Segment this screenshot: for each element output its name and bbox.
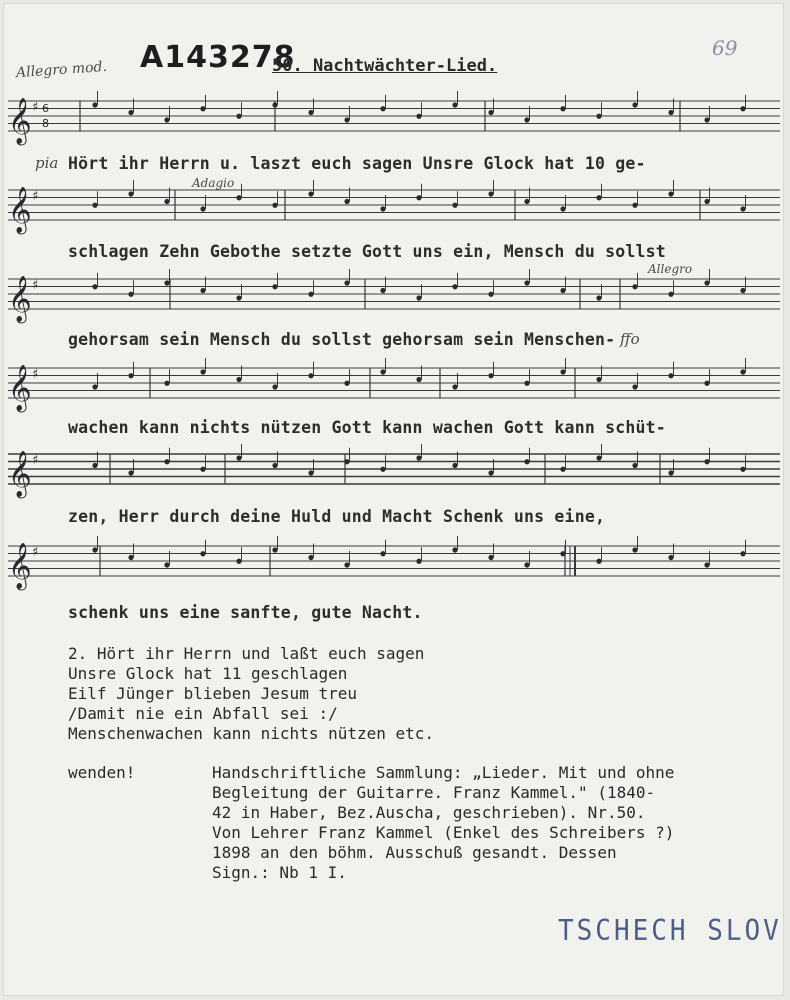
note-head [740,288,745,293]
verse-line: Menschenwachen kann nichts nützen etc. [68,724,435,743]
note-head [632,102,637,107]
note-head [416,114,421,119]
page-number: 69 [712,36,738,60]
note-head [560,467,565,472]
note-head [668,470,673,475]
note-head [704,562,709,567]
note-head [596,295,601,300]
note-head [740,467,745,472]
note-head [704,381,709,386]
note-head [416,559,421,564]
note-head [236,295,241,300]
note-head [200,551,205,556]
note-head [668,555,673,560]
note-head [380,288,385,293]
note-head [164,381,169,386]
note-head [704,459,709,464]
note-head [596,114,601,119]
note-head [236,377,241,382]
note-head [668,191,673,196]
inventory-number: A143278 [140,40,296,75]
note-head [740,206,745,211]
verse-2 [68,644,434,744]
note-head [416,377,421,382]
note-head [344,562,349,567]
note-head [452,203,457,208]
note-head [668,292,673,297]
note-head [416,455,421,460]
note-head [236,195,241,200]
note-head [380,206,385,211]
note-head [524,199,529,204]
source-line: Handschriftliche Sammlung: „Lieder. Mit und ohne [212,763,675,782]
note-head [380,467,385,472]
note-head [632,463,637,468]
piano-marking: pia [35,154,59,172]
source-note [212,763,674,883]
note-head [416,195,421,200]
allegro-marking: Allegro [648,262,693,276]
note-head [164,199,169,204]
note-head [596,195,601,200]
source-line: 1898 an den böhm. Ausschuß gesandt. Dessen [212,843,617,862]
note-head [380,369,385,374]
note-head [128,470,133,475]
note-head [488,191,493,196]
sharp-icon: ♯ [32,278,39,293]
note-head [200,106,205,111]
note-head [200,206,205,211]
note-head [164,280,169,285]
note-head [92,547,97,552]
note-head [272,384,277,389]
note-head [308,110,313,115]
sharp-icon: ♯ [32,545,39,560]
note-head [668,373,673,378]
note-head [488,373,493,378]
note-head [128,555,133,560]
sharp-icon: ♯ [32,453,39,468]
note-head [164,459,169,464]
verse-line: Unsre Glock hat 11 geschlagen [68,664,348,683]
note-head [344,381,349,386]
treble-clef-icon: 𝄞 [8,98,32,144]
note-head [236,455,241,460]
note-head [560,288,565,293]
note-head [380,551,385,556]
note-head [632,284,637,289]
adagio-marking: Adagio [192,176,235,190]
note-head [452,284,457,289]
source-line: Sign.: Nb 1 I. [212,863,347,882]
note-head [128,292,133,297]
note-head [596,455,601,460]
note-head [488,555,493,560]
note-head [452,463,457,468]
note-head [560,551,565,556]
turn-label: wenden! [68,763,136,782]
note-head [92,384,97,389]
verse-line: 2. Hört ihr Herrn und laßt euch sagen [68,644,425,663]
note-head [128,373,133,378]
sharp-icon: ♯ [32,189,39,204]
lyric-line-6: schenk uns eine sanfte, gute Nacht. [68,603,423,622]
note-head [560,206,565,211]
note-head [272,463,277,468]
note-head [488,292,493,297]
note-head [524,381,529,386]
note-head [704,117,709,122]
note-head [416,295,421,300]
archive-stamp: TSCHECH SLOV [558,914,782,948]
note-head [200,369,205,374]
note-head [632,547,637,552]
note-head [488,470,493,475]
note-head [524,117,529,122]
note-head [200,288,205,293]
note-head [524,459,529,464]
verse-line: /Damit nie ein Abfall sei :/ [68,704,338,723]
treble-clef-icon: 𝄞 [8,451,32,497]
lyric-line-3: gehorsam sein Mensch du sollst gehorsam sein Menschen- [68,330,616,349]
note-head [272,203,277,208]
note-head [344,117,349,122]
note-head [236,114,241,119]
note-head [164,562,169,567]
note-head [740,551,745,556]
treble-clef-icon: 𝄞 [8,365,32,411]
lyric-line-1: Hört ihr Herrn u. laszt euch sagen Unsre Glock hat 10 ge- [68,154,646,173]
note-head [236,559,241,564]
note-head [344,199,349,204]
source-line: 42 in Haber, Bez.Auscha, geschrieben). Nr.50. [212,803,646,822]
note-head [272,547,277,552]
note-head [344,459,349,464]
note-head [560,369,565,374]
fortissimo-marking: ffo [620,330,640,348]
treble-clef-icon: 𝄞 [8,543,32,589]
note-head [452,384,457,389]
note-head [308,292,313,297]
song-title: 50. Nachtwächter-Lied. [272,56,498,76]
treble-clef-icon: 𝄞 [8,276,32,322]
note-head [272,102,277,107]
note-head [164,117,169,122]
note-head [596,559,601,564]
note-head [308,470,313,475]
note-head [272,284,277,289]
note-head [92,203,97,208]
note-head [92,463,97,468]
lyric-line-2: schlagen Zehn Gebothe setzte Gott uns ein, Mensch du sollst [68,242,666,261]
note-head [452,547,457,552]
sharp-icon: ♯ [32,367,39,382]
note-head [92,284,97,289]
note-head [380,106,385,111]
source-line: Begleitung der Guitarre. Franz Kammel." (1840- [212,783,656,802]
note-head [488,110,493,115]
note-head [308,373,313,378]
note-head [632,203,637,208]
tempo-marking: Allegro mod. [15,58,108,82]
note-head [596,377,601,382]
verse-line: Eilf Jünger blieben Jesum treu [68,684,357,703]
note-head [524,562,529,567]
note-head [92,102,97,107]
note-head [740,369,745,374]
source-line: Von Lehrer Franz Kammel (Enkel des Schreibers ?) [212,823,675,842]
note-head [704,199,709,204]
note-head [200,467,205,472]
note-head [524,280,529,285]
note-head [452,102,457,107]
note-head [128,191,133,196]
sharp-icon: ♯ [32,100,39,115]
note-head [560,106,565,111]
note-head [668,110,673,115]
note-head [308,191,313,196]
note-head [740,106,745,111]
note-head [704,280,709,285]
treble-clef-icon: 𝄞 [8,187,32,233]
lyric-line-5: zen, Herr durch deine Huld und Macht Schenk uns eine, [68,507,606,526]
note-head [632,384,637,389]
lyric-line-4: wachen kann nichts nützen Gott kann wachen Gott kann schüt- [68,418,666,437]
time-signature-top: 6 [42,102,49,115]
note-head [128,110,133,115]
note-head [308,555,313,560]
time-signature-bottom: 8 [42,117,49,130]
note-head [344,280,349,285]
